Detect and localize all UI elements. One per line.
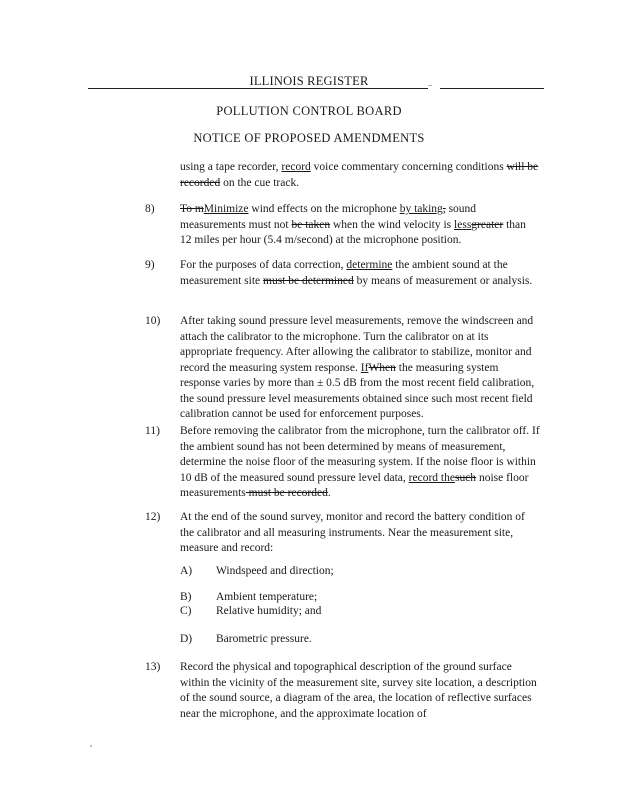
deleted-text: must be recorded [245,487,328,499]
inserted-text: record the [408,471,455,484]
header-rule-right [440,88,544,89]
text-segment: wind effects on the microphone [248,203,400,215]
deleted-text: When [368,361,396,374]
text-segment: After taking sound pressure level measurements, remove the windscreen and attach the calibrator to the microphone. Turn the calibrator on at its appropriate frequency. After allowing the calibrator to stabilize, monitor and record the measuring system response. [180,315,534,374]
text-segment: noise floor measurements [180,471,529,499]
item-11-paragraph [180,424,540,502]
item-13-paragraph: Record the physical and topographical description of the ground surface within the vicinity of the measurement site, survey site location, a description of the sound source, a diagram of the area, the location of reflective surfaces near the microphone, and the approximate location of [180,661,537,720]
item-13-number: 13) [145,661,161,673]
item-12-sub-letter: B) [180,591,192,603]
scan-speck [90,745,92,747]
deleted-text: will be recorded [180,161,539,189]
item-12-number: 12) [145,511,161,523]
inserted-text: by taking [399,203,443,215]
continuation-paragraph [180,160,540,191]
item-9-paragraph [180,258,540,289]
header-rule-left [88,88,428,89]
inserted-text: Minimize [203,203,249,215]
text-segment: when the wind velocity is [330,218,455,231]
register-title: ILLINOIS REGISTER [249,74,369,88]
text-segment: on the cue track. [220,176,300,189]
text-segment: sound measurements must not [180,203,477,231]
item-12-paragraph: At the end of the sound survey, monitor and record the battery condition of the calibrator and all measuring instruments. Near the measurement site, measure and record: [180,511,525,554]
deleted-text: be taken [291,218,331,231]
notice-title: NOTICE OF PROPOSED AMENDMENTS [193,131,425,145]
item-10-number: 10) [145,315,161,327]
board-title: POLLUTION CONTROL BOARD [216,104,402,118]
text-segment: by means of measurement or analysis. [353,274,533,287]
item-12-sub-text: Ambient temperature; [216,591,318,603]
header-dots: .. [428,79,432,88]
text-segment: the measuring system response varies by more than ± 0.5 dB from the most recent field calibration, the sound pressure level measurements obtained since such most recent field calibration cannot be used for enforcement purposes. [180,361,535,420]
item-12-sub-letter: A) [180,565,193,577]
deleted-text: , [442,203,446,215]
item-12-sub-text: Windspeed and direction; [216,565,334,577]
text-segment: Before removing the calibrator from the microphone, turn the calibrator off. If the ambient sound has not been determined by means of measurement, determine the noise floor of the measuring system. If the noise floor is within 10 dB of the measured sound pressure level data, [180,425,540,484]
deleted-text: such [454,471,477,484]
deleted-text: To m [180,203,204,215]
item-12-sub-letter: C) [180,605,192,617]
item-11-number: 11) [145,425,160,437]
inserted-text: determine [346,259,393,271]
text-segment: the ambient sound at the measurement site [180,259,508,287]
inserted-text: If [360,361,369,374]
item-9-number: 9) [145,259,155,271]
deleted-text: greater [471,218,504,231]
text-segment: voice commentary concerning conditions [310,161,507,173]
text-segment: than 12 miles per hour (5.4 m/second) at the microphone position. [180,218,526,246]
item-8-paragraph [180,202,540,249]
item-10-paragraph [180,314,540,423]
item-12-sub-text: Relative humidity; and [216,605,322,617]
item-8-number: 8) [145,203,155,215]
text-segment: using a tape recorder, [180,161,282,173]
inserted-text: record [281,161,311,173]
inserted-text: less [454,218,472,231]
item-12-sub-letter: D) [180,633,193,645]
deleted-text: must be determined [263,274,354,287]
item-12-sub-text: Barometric pressure. [216,633,312,645]
text-segment: For the purposes of data correction, [180,259,347,271]
text-segment: . [327,487,331,499]
